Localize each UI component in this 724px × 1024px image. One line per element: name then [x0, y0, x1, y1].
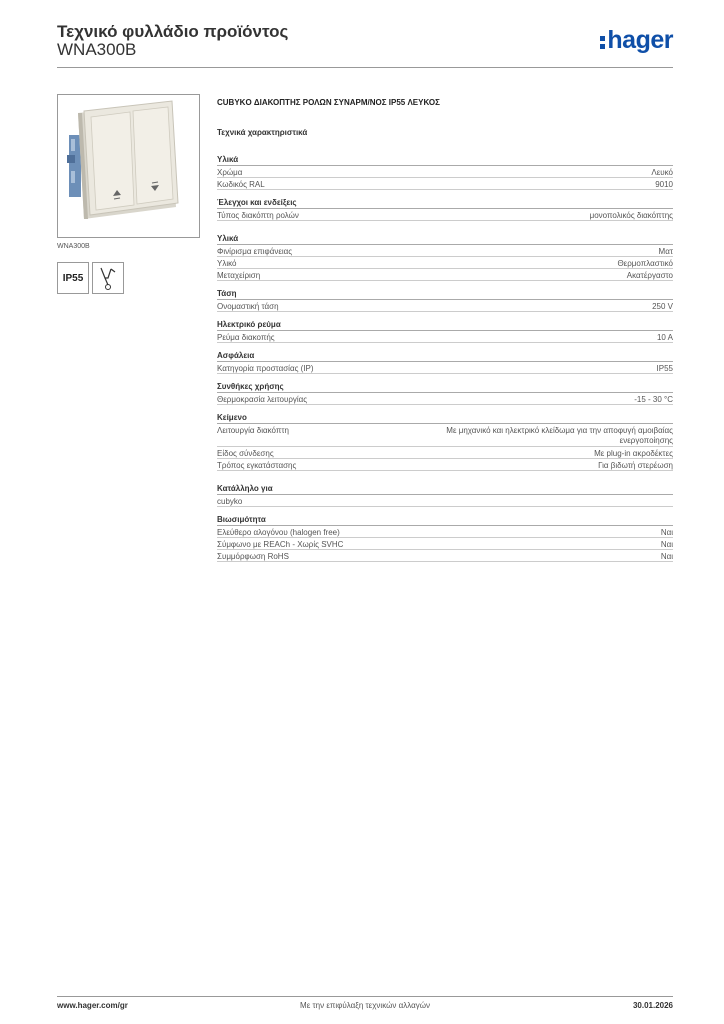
spec-label: Τύπος διακόπτη ρολών [217, 211, 299, 220]
section-usage-conditions [217, 381, 673, 405]
spec-label: Χρώμα [217, 168, 243, 177]
spec-row [217, 424, 673, 447]
section-title: Έλεγχοι και ενδείξεις [217, 197, 673, 209]
spec-value: 10 A [656, 333, 673, 342]
section-controls [217, 197, 673, 221]
section-title: Υλικά [217, 233, 673, 245]
section-title: Τάση [217, 288, 673, 300]
section-title: Συνθήκες χρήσης [217, 381, 673, 393]
footer-disclaimer: Με την επιφύλαξη τεχνικών αλλαγών [300, 1001, 430, 1010]
spec-row [217, 362, 673, 374]
spec-row [217, 538, 673, 550]
spec-value: Με plug-in ακροδέκτες [594, 449, 673, 458]
spec-label: Ονομαστική τάση [217, 302, 279, 311]
spec-row [217, 459, 673, 471]
spec-row [217, 495, 673, 507]
spec-label: Μεταχείριση [217, 271, 261, 280]
spec-value: 250 V [652, 302, 673, 311]
spec-value: Ματ [658, 247, 673, 256]
section-title: Κατάλληλο για [217, 483, 673, 495]
specification-content [217, 98, 673, 569]
spec-label: Τρόπος εγκατάστασης [217, 461, 297, 470]
product-code: WNA300B [57, 40, 137, 59]
spec-row [217, 209, 673, 221]
spec-label: Φινίρισμα επιφάνειας [217, 247, 293, 256]
product-description: CUBYKO ΔΙΑΚΟΠΤΗΣ ΡΟΛΩΝ ΣΥΝΑΡΜ/ΝΟΣ IP55 ΛΕΥΚΟΣ [217, 98, 440, 107]
spec-row [217, 245, 673, 257]
section-materials [217, 154, 673, 190]
spec-label: cubyko [217, 497, 243, 506]
spec-label: Κατηγορία προστασίας (IP) [217, 364, 314, 373]
spec-value: Ακατέργαστο [626, 271, 673, 280]
spec-label: Κωδικός RAL [217, 180, 265, 189]
spec-label: Είδος σύνδεσης [217, 449, 274, 458]
footer-website-link[interactable]: www.hager.com/gr [57, 1001, 128, 1010]
spec-value: Θερμοπλαστικό [617, 259, 673, 268]
document-footer [57, 996, 673, 1010]
spec-row [217, 447, 673, 459]
section-safety [217, 350, 673, 374]
section-title: Βιωσιμότητα [217, 514, 673, 526]
spec-value: Ναι [660, 552, 673, 561]
section-title: Υλικά [217, 154, 673, 166]
spec-value: Για βιδωτή στερέωση [598, 461, 673, 470]
section-sustainability [217, 514, 673, 562]
hager-logo [600, 26, 673, 55]
cubyko-double-roller-switch-image [58, 95, 199, 237]
spec-value: Με μηχανικό και ηλεκτρικό κλείδωμα για την αποφυγή αμοιβαίας ενεργοποίησης [446, 426, 673, 445]
product-image-caption: WNA300B [57, 243, 90, 250]
spec-row [217, 257, 673, 269]
spec-value: Ναι [660, 540, 673, 549]
spec-row [217, 550, 673, 562]
section-text [217, 412, 673, 471]
spec-row [217, 300, 673, 312]
spec-row [217, 331, 673, 343]
logo-dots-icon [600, 34, 605, 49]
spec-value: Ναι [660, 528, 673, 537]
spec-row [217, 269, 673, 281]
spec-label: Σύμφωνο με REACh - Χωρίς SVHC [217, 540, 344, 549]
spec-value: -15 - 30 °C [634, 395, 673, 404]
spec-row [217, 393, 673, 405]
footer-date: 30.01.2026 [632, 1001, 673, 1010]
section-materials-finish [217, 233, 673, 281]
section-suitable-for [217, 483, 673, 507]
spec-value: 9010 [655, 180, 673, 189]
technical-characteristics-heading: Τεχνικά χαρακτηριστικά [217, 128, 308, 137]
section-current [217, 319, 673, 343]
spec-label: Υλικό [217, 259, 237, 268]
spec-row [217, 166, 673, 178]
logo-text: hager [607, 26, 673, 54]
section-title: Κείμενο [217, 412, 673, 424]
spec-value: IP55 [656, 364, 673, 373]
section-voltage [217, 288, 673, 312]
section-title: Ασφάλεια [217, 350, 673, 362]
spec-label: Συμμόρφωση RoHS [217, 552, 289, 561]
spec-row [217, 526, 673, 538]
spec-label: Ελεύθερο αλογόνου (halogen free) [217, 528, 340, 537]
document-header [57, 20, 673, 68]
spec-label: Λειτουργία διακόπτη [217, 426, 289, 435]
spec-label: Ρεύμα διακοπής [217, 333, 275, 342]
roller-shutter-switch-symbol-icon [92, 262, 124, 294]
document-title: Τεχνικό φυλλάδιο προϊόντος [57, 22, 289, 41]
product-image [57, 94, 200, 238]
spec-value: μονοπολικός διακόπτης [589, 211, 673, 220]
spec-value [653, 497, 673, 506]
spec-label: Θερμοκρασία λειτουργίας [217, 395, 308, 404]
spec-row [217, 178, 673, 190]
spec-value: Λευκό [651, 168, 673, 177]
ip-rating-badge: IP55 [57, 262, 89, 294]
section-title: Ηλεκτρικό ρεύμα [217, 319, 673, 331]
